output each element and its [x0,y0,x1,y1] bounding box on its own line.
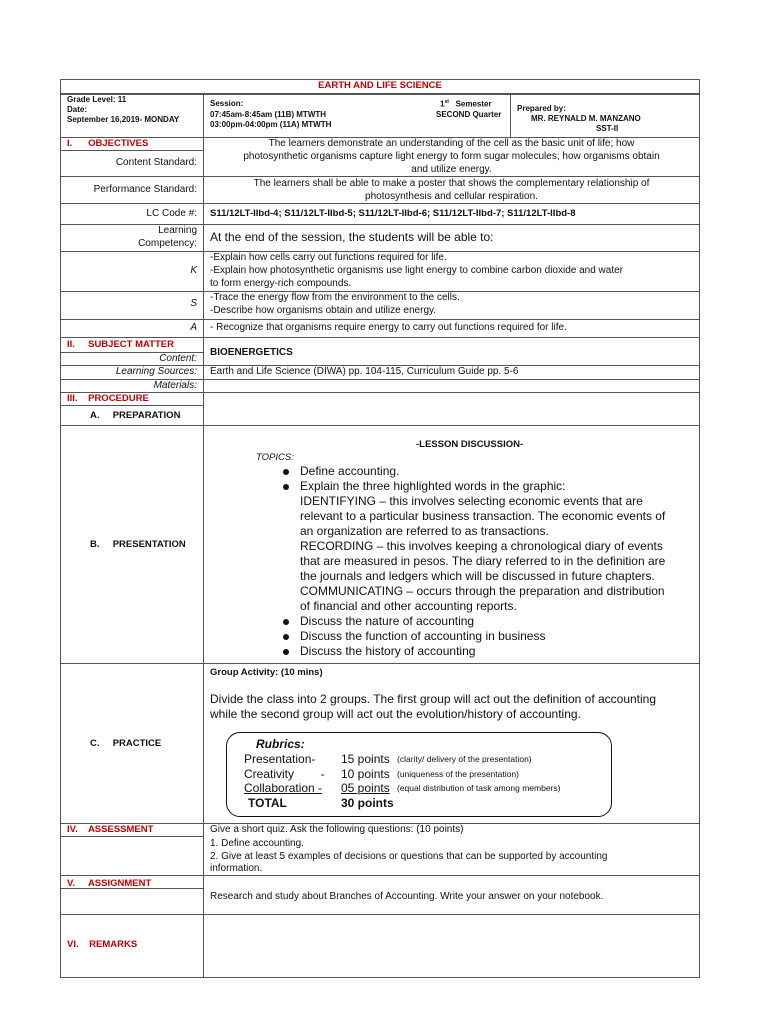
divide-line-1: Divide the class into 2 groups. The first group will act out the definition of accounting [210,692,657,706]
session-line2: 03:00pm-04:00pm (11A) MTWTH [210,120,332,129]
assessment-line-2: 1. Define accounting. [210,838,304,849]
k-line3: to form energy-rich compounds. [210,278,352,289]
rubric-presentation-note: (clarity/ delivery of the presentation) [397,754,532,764]
divide-line-2: while the second group will act out the evolution/history of accounting. [210,707,581,721]
prepared-name: MR. REYNALD M. MANZANO [531,114,641,123]
bullet-dot-1 [283,469,289,475]
procedure-content-cell [203,392,700,426]
objectives-heading: I. OBJECTIVES [67,138,149,149]
prepared-label: Prepared by: [517,104,566,113]
para-line-3: an organization are referred to as transactions. [300,524,549,538]
learning-competency-label-1: Learning [158,225,197,236]
rubric-total-points: 30 points [341,796,394,810]
assessment-heading: IV. ASSESSMENT [67,824,154,835]
bullet-explain-highlighted: Explain the three highlighted words in the graphic: [300,479,566,493]
materials-content-cell [203,379,700,393]
assignment-heading: V. ASSIGNMENT [67,878,152,889]
session-line1: 07:45am-8:45am (11B) MTWTH [210,110,327,119]
learning-sources-label: Learning Sources: [115,366,197,377]
learning-competency-label-2: Competency: [138,238,197,249]
date-label: Date: [67,105,88,114]
assessment-line-3: 2. Give at least 5 examples of decisions or questions that can be supported by accounting [210,851,608,862]
k-line2: -Explain how photosynthetic organisms use light energy to combine carbon dioxide and water [210,265,624,276]
rubric-collaboration-points: 05 points [341,781,390,795]
assessment-line-4: information. [210,863,263,874]
s-line1: -Trace the energy flow from the environment to the cells. [210,292,460,303]
prepared-title: SST-II [596,124,619,133]
subject-matter-heading: II. SUBJECT MATTER [67,339,174,350]
para-line-2: relevant to a particular business transaction. The economic events of [300,509,666,523]
rubric-collaboration-note: (equal distribution of task among members) [397,783,561,793]
learning-competency-text: At the end of the session, the students will be able to: [210,230,494,244]
procedure-heading: III. PROCEDURE [67,393,149,404]
semester-label: Semester [455,99,492,109]
remarks-content-cell [203,914,700,978]
rubric-creativity-label: Creativity - [244,767,325,781]
bullet-dot-3 [283,619,289,625]
lc-code-label: LC Code #: [146,208,197,219]
assignment-blank-cell [60,888,204,915]
a-text: - Recognize that organisms require energy to carry out functions required for life. [210,322,567,333]
s-line2: -Describe how organisms obtain and utilize energy. [210,305,437,316]
k-line1: -Explain how cells carry out functions required for life. [210,252,447,263]
para-line-4: RECORDING – this involves keeping a chronological diary of events [300,539,663,553]
bullet-define-accounting: Define accounting. [300,464,400,478]
group-activity: Group Activity: (10 mins) [210,667,323,678]
content-label: Content: [159,353,197,364]
para-line-6: the journals and ledgers which will be discussed in future chapters. [300,569,655,583]
semester [440,99,492,109]
rubric-creativity-points: 10 points [341,767,390,781]
assessment-line-1: Give a short quiz. Ask the following questions: (10 points) [210,824,464,835]
para-line-8: of financial and other accounting reports. [300,599,517,613]
date-value: September 16,2019- MONDAY [67,115,180,124]
bullet-nature: Discuss the nature of accounting [300,614,475,628]
materials-label: Materials: [153,380,197,391]
k-label: K [190,265,197,276]
assessment-blank-cell [60,836,204,876]
rubric-presentation-points: 15 points [341,752,390,766]
content-standard-line1: The learners demonstrate an understanding of the cell as the basic unit of life; how [268,138,635,149]
session-label: Session: [210,99,244,108]
para-line-5: that are measured in pesos. The diary referred to in the definition are [300,554,666,568]
grade-level: Grade Level: 11 [67,95,127,104]
rubric-collaboration-label: Collaboration - [244,781,323,795]
para-line-7: COMMUNICATING – occurs through the preparation and distribution [300,584,665,598]
quarter: SECOND Quarter [436,110,502,119]
practice-label: C. PRACTICE [90,738,162,749]
presentation-label: B. PRESENTATION [90,539,186,550]
para-line-1: IDENTIFYING – this involves selecting economic events that are [300,494,643,508]
learning-sources-value: Earth and Life Science (DIWA) pp. 104-115, Curriculum Guide pp. 5-6 [210,366,519,377]
preparation-label: A. PREPARATION [90,410,181,421]
rubric-total-label: TOTAL [248,796,287,810]
bullet-dot-5 [283,649,289,655]
content-standard-line3: and utilize energy. [411,164,492,175]
bullet-dot-4 [283,634,289,640]
bullet-history: Discuss the history of accounting [300,644,476,658]
lesson-discussion-heading: -LESSON DISCUSSION- [416,439,524,450]
document-title: EARTH AND LIFE SCIENCE [318,80,442,91]
bullet-dot-2 [283,484,289,490]
s-label: S [190,298,197,309]
a-label: A [190,322,197,333]
content-standard-label: Content Standard: [115,157,197,168]
topics-label: TOPICS: [256,452,294,463]
bullet-function: Discuss the function of accounting in business [300,629,546,643]
semester-number: 1 [440,99,445,109]
performance-standard-line2: photosynthesis and cellular respiration. [365,191,538,202]
lc-codes: S11/12LT-IIbd-4; S11/12LT-IIbd-5; S11/12LT-IIbd-6; S11/12LT-IIbd-7; S11/12LT-IIbd-8 [210,208,576,219]
remarks-heading: VI. REMARKS [67,939,138,950]
rubric-creativity-note: (uniqueness of the presentation) [397,769,519,779]
content-standard-line2: photosynthetic organisms capture light energy to form sugar molecules; how organisms obtain [243,151,660,162]
performance-standard-label: Performance Standard: [93,184,197,195]
semester-ordinal: st [444,99,449,105]
performance-standard-line1: The learners shall be able to make a poster that shows the complementary relationship of [253,178,650,189]
assignment-text: Research and study about Branches of Accounting. Write your answer on your notebook. [210,891,604,902]
content-value: BIOENERGETICS [210,347,293,358]
rubrics-title: Rubrics: [256,737,305,751]
rubric-presentation-label: Presentation- [244,752,316,766]
